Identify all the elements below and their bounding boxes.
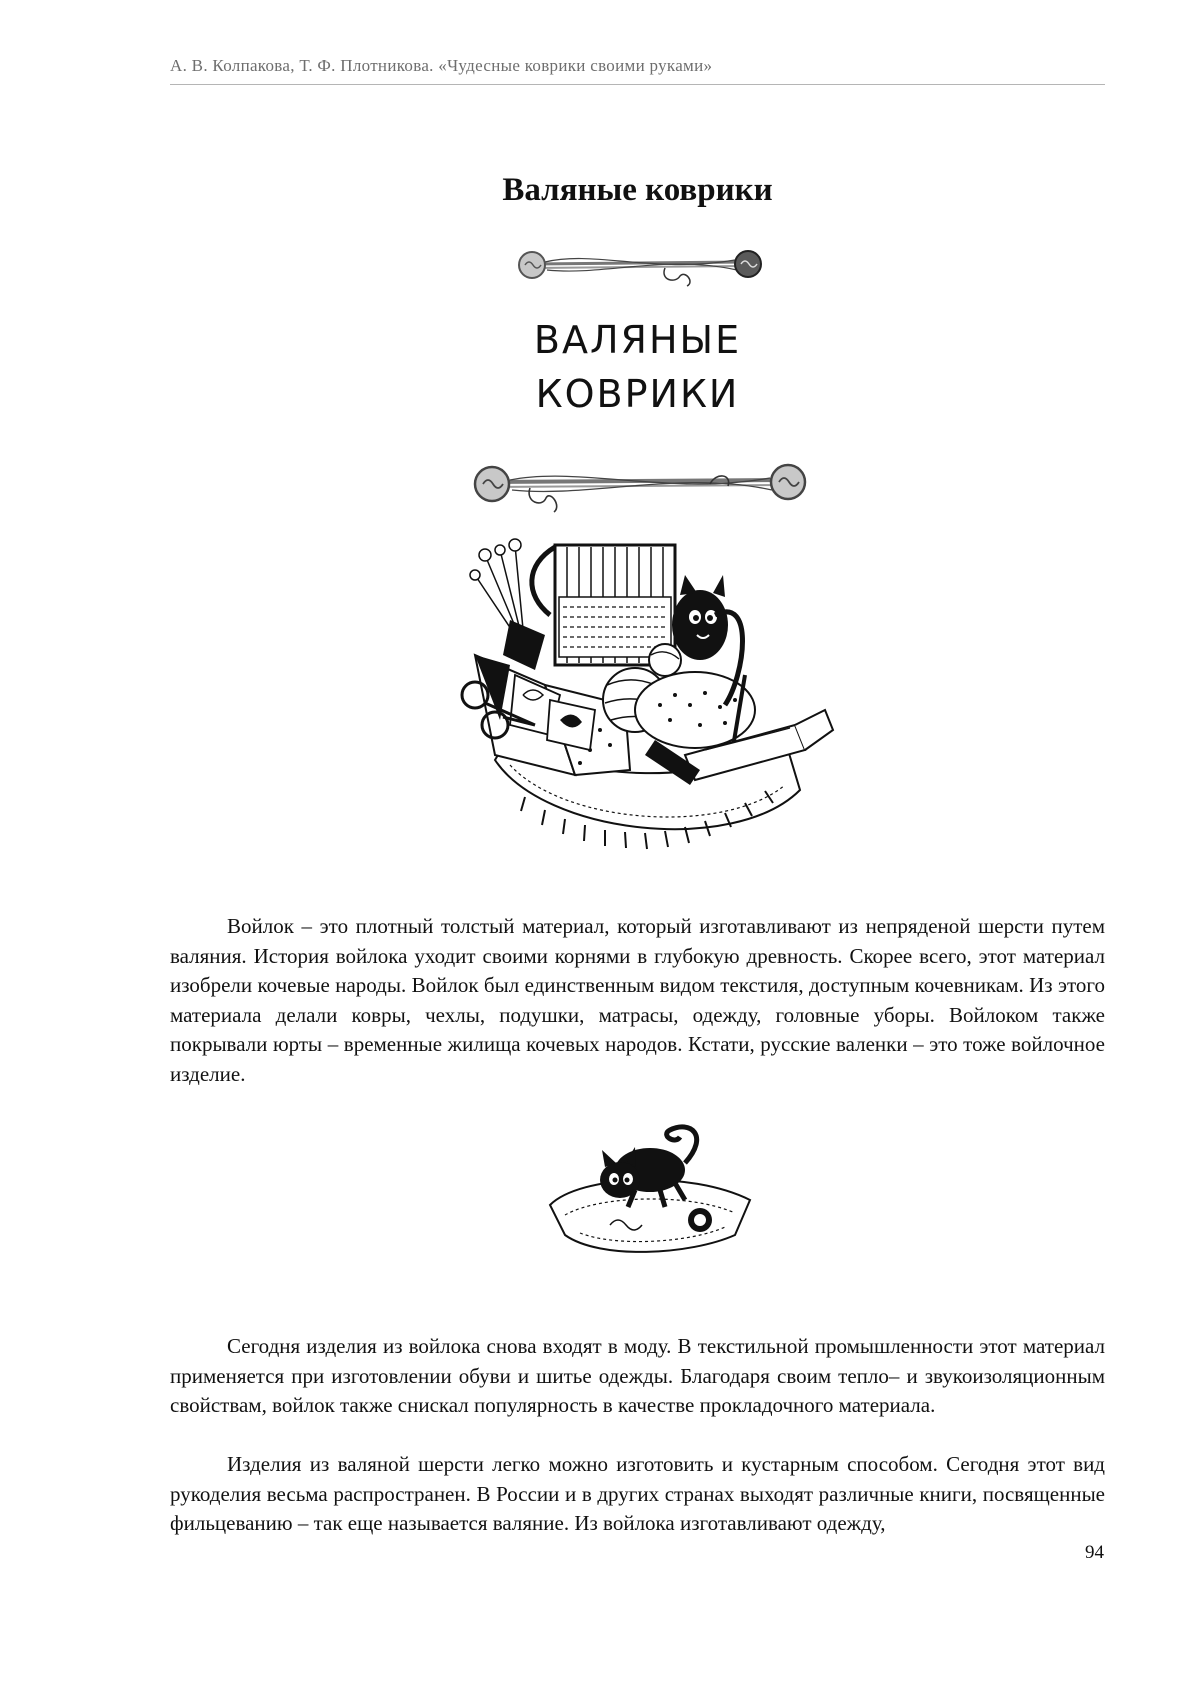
header-divider — [170, 84, 1105, 85]
decorative-title-line-1: ВАЛЯНЫЕ — [533, 318, 742, 362]
knitting-needles-ornament-icon — [470, 452, 810, 517]
knitting-needles-ornament-icon — [515, 240, 765, 290]
chapter-title: Валяные коврики — [502, 172, 773, 208]
running-header: А. В. Колпакова, Т. Ф. Плотникова. «Чудесные коврики своими руками» — [170, 56, 713, 75]
paragraph-1: Войлок – это плотный толстый материал, который изготавливают из непряденой шерсти путем валяния. История войлока уходит своими корнями в глубокую древность. Скорее всего, этот материал изобрели кочевые народы. Войлок был единственным видом текстиля, доступным кочевникам. Из этого материала делали ковры, чехлы, подушки, матрасы, одежду, головные уборы. Войлоком также покрывали юрты – временные жилища кочевых народов. Кстати, русские валенки – это тоже войлочное изделие. — [170, 914, 1105, 1086]
decorative-title-line-2: КОВРИКИ — [535, 372, 740, 416]
paragraph-3: Изделия из валяной шерсти легко можно изготовить и кустарным способом. Сегодня этот вид рукоделия весьма распространен. В России и в других странах выходят различные книги, посвященные фильцеванию – так еще называется валяние. Из войлока изготавливают одежду, — [170, 1452, 1105, 1535]
paragraph-2: Сегодня изделия из войлока снова входят в моду. В текстильной промышленности этот материал применяется при изготовлении обуви и шитье одежды. Благодаря своим тепло– и звукоизоляционным свойствам, войлок также снискал популярность в качестве прокладочного материала. — [170, 1334, 1105, 1417]
decorative-chapter-title — [170, 313, 1105, 421]
felting-tools-illustration — [455, 535, 840, 880]
page-number: 94 — [1085, 1542, 1104, 1563]
cat-on-felt-illustration — [540, 1115, 760, 1265]
